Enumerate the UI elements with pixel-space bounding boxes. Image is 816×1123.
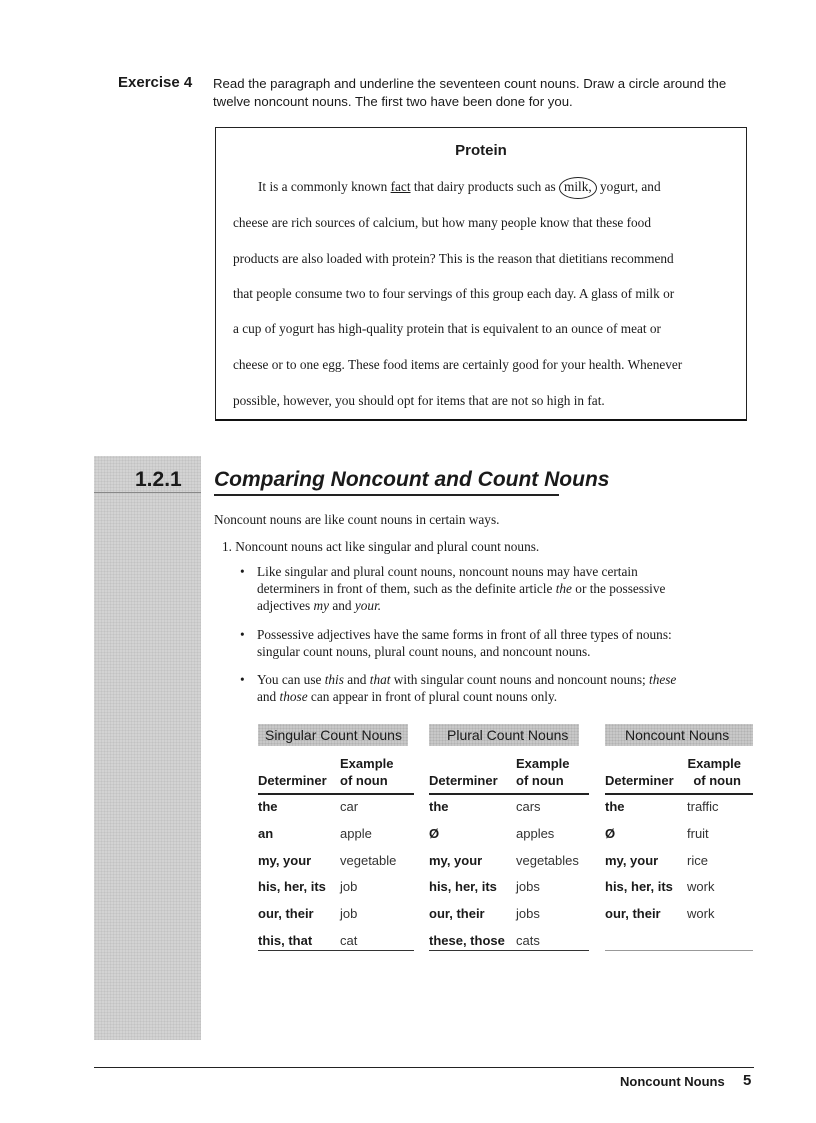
- text-line: Possessive adjectives have the same forms in front of all three types of nouns:: [257, 627, 672, 642]
- divider: [605, 793, 753, 795]
- divider: [429, 950, 589, 951]
- text-run: your.: [354, 598, 382, 613]
- underlined-count-noun: fact: [390, 179, 411, 194]
- text-run: this: [324, 672, 344, 687]
- table-cell: job: [340, 906, 358, 921]
- bullet-icon: •: [240, 564, 245, 579]
- passage-line: cheese are rich sources of calcium, but how many people know that these food: [233, 215, 651, 230]
- passage-line: a cup of yogurt has high-quality protein that is equivalent to an ounce of meat or: [233, 321, 661, 336]
- table-cell: our, their: [258, 906, 314, 921]
- table-cell: my, your: [429, 853, 483, 868]
- divider: [94, 492, 201, 493]
- column-header: [516, 755, 569, 789]
- text-run: adjectives: [257, 598, 314, 613]
- table-cell: an: [258, 826, 274, 841]
- table-noncount-nouns: [605, 724, 753, 954]
- table-cell: this, that: [258, 933, 313, 948]
- instructions-line: twelve noncount nouns. The first two have been done for you.: [213, 94, 573, 109]
- numbered-item: 1. Noncount nouns act like singular and plural count nouns.: [222, 539, 540, 554]
- column-header: [340, 755, 393, 789]
- passage-line: possible, however, you should opt for items that are not so high in fat.: [233, 393, 605, 408]
- text-run: yogurt, and: [596, 179, 661, 194]
- table-cell: the: [605, 799, 625, 814]
- table-cell: my, your: [258, 853, 312, 868]
- table-cell: these, those: [429, 933, 505, 948]
- table-cell: vegetables: [516, 853, 579, 868]
- table-cell: vegetable: [340, 853, 397, 868]
- text-run: those: [279, 689, 308, 704]
- table-cell: his, her, its: [258, 879, 326, 894]
- table-cell: work: [687, 879, 715, 894]
- table-cell: work: [687, 906, 715, 921]
- table-cell: Ø: [605, 826, 616, 841]
- text-run: can appear in front of plural count nouns only.: [307, 689, 558, 704]
- table-cell: the: [258, 799, 278, 814]
- section-number: 1.2.1: [135, 468, 182, 491]
- table-cell: cat: [340, 933, 358, 948]
- table-cell: cars: [516, 799, 541, 814]
- text-run: and: [257, 689, 280, 704]
- divider: [258, 950, 414, 951]
- passage-line: cheese or to one egg. These food items are certainly good for your health. Whenever: [233, 357, 683, 372]
- text-run: or the possessive: [571, 581, 666, 596]
- bullet-icon: •: [240, 627, 245, 642]
- reading-title: Protein: [455, 142, 507, 159]
- table-cell: our, their: [429, 906, 485, 921]
- table-cell: traffic: [687, 799, 719, 814]
- text-run: and: [343, 672, 370, 687]
- column-header: Determiner: [258, 773, 327, 788]
- text-run: and: [329, 598, 355, 613]
- table-cell: our, their: [605, 906, 661, 921]
- reading-passage-box: [215, 127, 747, 421]
- column-header-line: Example: [516, 756, 570, 771]
- text-line: [257, 597, 757, 614]
- column-header-line: of noun: [693, 773, 741, 788]
- bullet-text: [257, 563, 757, 614]
- table-singular-count-nouns: [258, 724, 414, 954]
- table-cell: his, her, its: [605, 879, 673, 894]
- bullet-icon: •: [240, 672, 245, 687]
- table-cell: apples: [516, 826, 555, 841]
- text-run: with singular count nouns and noncount nouns;: [390, 672, 650, 687]
- table-plural-count-nouns: [429, 724, 589, 954]
- text-run: the: [555, 581, 572, 596]
- text-line: [257, 671, 757, 688]
- divider: [605, 950, 753, 951]
- text-run: that: [369, 672, 391, 687]
- divider: [429, 793, 589, 795]
- instructions-line: Read the paragraph and underline the seventeen count nouns. Draw a circle around the: [213, 76, 727, 91]
- passage-line: that people consume two to four servings of this group each day. A glass of milk or: [233, 286, 675, 301]
- table-cell: jobs: [516, 906, 540, 921]
- divider: [258, 793, 414, 795]
- bullet-text: [257, 671, 757, 705]
- column-header: Determiner: [605, 773, 674, 788]
- text-run: You can use: [257, 672, 325, 687]
- column-header-line: Example: [687, 756, 741, 771]
- text-run: It is a commonly known: [258, 179, 391, 194]
- circled-noncount-noun: milk,: [559, 177, 597, 199]
- text-run: that dairy products such as: [410, 179, 559, 194]
- table-cell: apple: [340, 826, 372, 841]
- table-cell: cats: [516, 933, 540, 948]
- column-header: Determiner: [429, 773, 498, 788]
- text-line: singular count nouns, plural count nouns, and noncount nouns.: [257, 644, 591, 659]
- text-line: [257, 580, 757, 597]
- section-title: Comparing Noncount and Count Nouns: [214, 468, 610, 491]
- table-heading: Noncount Nouns: [605, 724, 753, 746]
- section-intro: Noncount nouns are like count nouns in certain ways.: [214, 512, 500, 527]
- divider: [214, 494, 559, 496]
- table-cell: car: [340, 799, 359, 814]
- passage-line: [258, 179, 661, 196]
- passage-line: products are also loaded with protein? This is the reason that dietitians recommend: [233, 251, 674, 266]
- bullet-text: [257, 626, 757, 660]
- table-heading: Plural Count Nouns: [429, 724, 579, 746]
- table-cell: job: [340, 879, 358, 894]
- column-header: [687, 755, 741, 789]
- footer-chapter-title: Noncount Nouns: [620, 1074, 725, 1089]
- table-cell: his, her, its: [429, 879, 497, 894]
- column-header-line: of noun: [340, 773, 388, 788]
- page-number: 5: [743, 1072, 752, 1089]
- table-cell: my, your: [605, 853, 659, 868]
- column-header-line: Example: [340, 756, 394, 771]
- text-run: determiners in front of them, such as the definite article: [257, 581, 556, 596]
- section-sidebar: [94, 456, 201, 1040]
- exercise-instructions: [213, 75, 753, 111]
- text-run: these: [649, 672, 677, 687]
- table-cell: rice: [687, 853, 708, 868]
- footer-rule: [94, 1067, 754, 1068]
- table-cell: Ø: [429, 826, 440, 841]
- table-cell: the: [429, 799, 449, 814]
- text-run: my: [313, 598, 330, 613]
- exercise-label: Exercise 4: [118, 74, 193, 91]
- column-header-line: of noun: [516, 773, 564, 788]
- table-heading: Singular Count Nouns: [258, 724, 408, 746]
- text-line: [257, 688, 757, 705]
- table-cell: fruit: [687, 826, 709, 841]
- text-line: Like singular and plural count nouns, noncount nouns may have certain: [257, 564, 638, 579]
- table-cell: jobs: [516, 879, 540, 894]
